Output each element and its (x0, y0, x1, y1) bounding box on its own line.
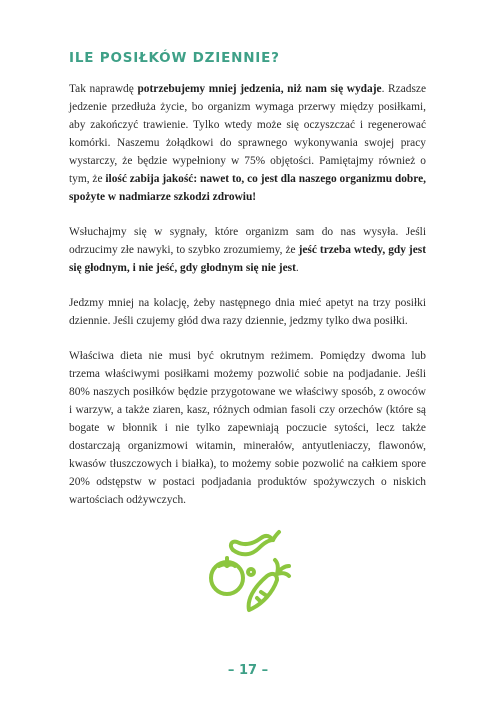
paragraph (69, 80, 426, 206)
text-run: Jedzmy mniej na kolację, żeby następnego dnia mieć apetyt na trzy posiłki dziennie. Jeśli czujemy głód dwa razy dziennie, jedzmy tylko dwa posiłki. (69, 297, 426, 327)
eggplant-icon (231, 532, 279, 554)
text-run: . (295, 262, 299, 274)
paragraph (69, 347, 426, 509)
paragraph (69, 294, 426, 330)
tomato-icon (211, 558, 243, 594)
paragraph (69, 223, 426, 277)
page-number: – 17 – (227, 663, 269, 678)
section-heading: ILE POSIŁKÓW DZIENNIE? (69, 50, 280, 66)
text-run: . Rzadsze jedzenie przedłuża życie, bo organizm wymaga przerwy między posiłkami, aby zakończyć trawienie. Tylko wtedy może się oczyszczać i regenerować komórki. Naszemu żołądkowi do sprawnego wykonywania swojej pracy wystarczy, że będzie wypełniony w 75% objętości. Pamiętajmy również o tym, że (69, 83, 426, 185)
text-run: Właściwa dieta nie musi być okrutnym reżimem. Pomiędzy dwoma lub trzema właściwymi posiłkami możemy pozwolić sobie na podjadanie. Jeśli 80% naszych posiłków będzie przygotowane we właściwy sposób, z owoców i warzyw, a także ziaren, kasz, różnych odmian fasoli czy orzechów (które są bogate w błonnik i nie tylko zapewniają poczucie sytości, lecz także dostarczają organizmowi witamin, minerałów, antyutleniaczy, flawonów, kwasów tłuszczowych i białka), to możemy sobie pozwolić na całkiem spore 20% odstępstw w postaci podjadania produktów spożywczych o niskich wartościach odżywczych. (69, 350, 426, 506)
emphasis-text: potrzebujemy mniej jedzenia, niż nam się wydaje (137, 83, 382, 95)
body-text (69, 80, 426, 526)
vegetables-icon (205, 526, 295, 616)
text-run: Wsłuchajmy się w sygnały, które organizm sam do nas wysyła. Jeśli odrzucimy złe nawyki, to szybko zrozumiemy, że (69, 226, 426, 256)
carrot-icon (249, 560, 289, 610)
emphasis-text: jeść trzeba wtedy, gdy jest się głodnym, i nie jeść, gdy głodnym się nie jest (69, 244, 426, 274)
pea-icon (248, 569, 254, 575)
text-run: Tak naprawdę (69, 83, 138, 95)
emphasis-text: ilość zabija jakość: nawet to, co jest dla naszego organizmu dobre, spożyte w nadmiarze szkodzi zdrowiu! (69, 173, 426, 203)
